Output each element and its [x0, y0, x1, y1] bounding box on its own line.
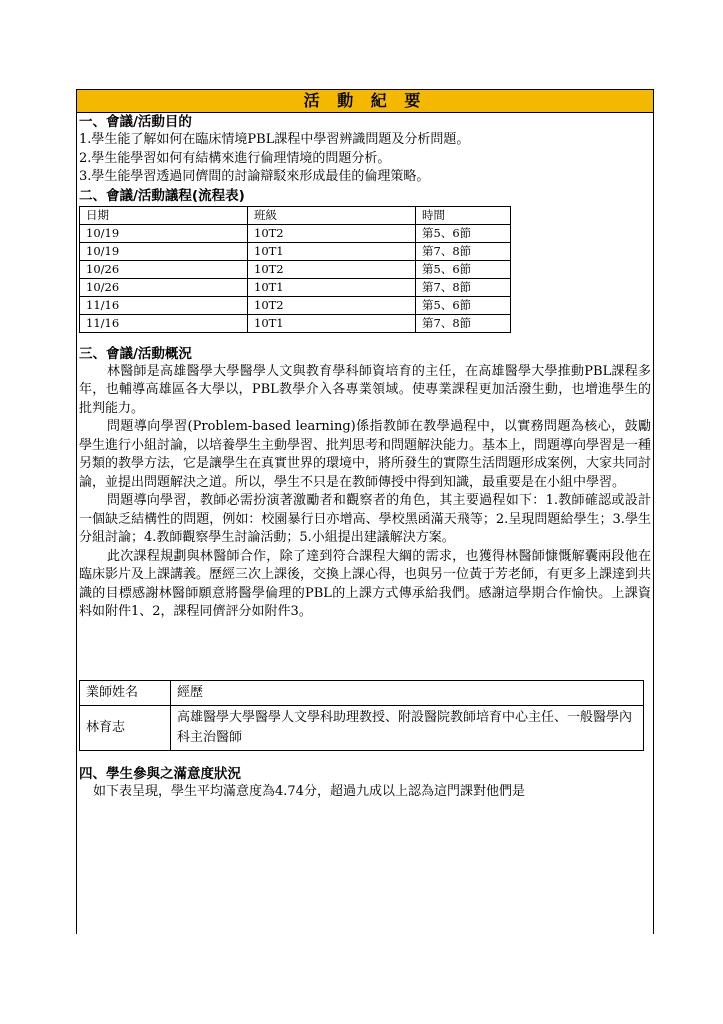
table-header-row: [80, 206, 511, 224]
overview-paragraph: 問題導向學習(Problem-based learning)係指教師在教學過程中，以實務問題為核心，鼓勵學生進行小組討論，以培養學生主動學習、批判思考和問題解決能力。基本上，問題導向學習是一種另類的教學方法，它是讓學生在真實世界的環境中，將所發生的實際生活問題形成案例，大家共同討論，並提出問題解決之道。所以，學生不只是在教師傳授中得到知識，最重要是在小組中學習。: [79, 419, 652, 490]
overview-paragraph: 此次課程規劃與林醫師合作，除了達到符合課程大綱的需求，也獲得林醫師慷慨解囊兩段他在臨床影片及上課講義。歷經三次上課後，交換上課心得，也與另一位黃于芳老師，有更多上課達到共識的目標感謝林醫師願意將醫學倫理的PBL的上課方式傳承給我們。感謝這學期合作愉快。上課資料如附件1、2，課程同儕評分如附件3。: [79, 548, 652, 619]
purpose-item: 1.學生能了解如何在臨床情境PBL課程中學習辨識問題及分析問題。: [79, 132, 470, 147]
cell-date: 11/16: [80, 296, 248, 314]
table-row: [80, 224, 511, 242]
cell-time: 第5、6節: [416, 296, 511, 314]
mentor-experience: 高雄醫學大學醫學人文學科助理教授、附設醫院教師培育中心主任、一般醫學內科主治醫師: [171, 705, 644, 750]
cell-time: 第5、6節: [416, 260, 511, 278]
cell-date: 10/19: [80, 224, 248, 242]
satisfaction-text: 如下表呈現，學生平均滿意度為4.74分，超過九成以上認為這門課對他們是: [93, 783, 525, 799]
cell-class: 10T2: [248, 224, 416, 242]
cell-class: 10T1: [248, 278, 416, 296]
mentor-name: 林育志: [80, 705, 171, 750]
cell-date: 10/19: [80, 242, 248, 260]
purpose-item: 3.學生能學習透過同儕間的討論辯駁來形成最佳的倫理策略。: [79, 169, 430, 184]
section-satisfaction-heading: 四、學生參與之滿意度狀況: [79, 765, 241, 782]
cell-time: 第5、6節: [416, 224, 511, 242]
table-row: [80, 705, 644, 750]
header-mentor-name: 業師姓名: [80, 680, 171, 705]
spacer: [79, 333, 651, 345]
table-row: [80, 314, 511, 332]
mentor-table: [79, 680, 644, 751]
table-row: [80, 278, 511, 296]
overview-paragraph: 問題導向學習，教師必需扮演著激勵者和觀察者的角色，其主要過程如下：1.教師確認或設計一個缺乏結構性的問題，例如：校園暴行日亦增高、學校黑函滿天飛等；2.呈現問題給學生；3.學生分組討論；4.教師觀察學生討論活動；5.小組提出建議解決方案。: [79, 493, 651, 545]
cell-class: 10T2: [248, 260, 416, 278]
overview-paragraph: 林醫師是高雄醫學大學醫學人文與教育學科師資培育的主任，在高雄醫學大學推動PBL課程多年，也輔導高雄區各大學以，PBL教學介入各專業領域。使專業課程更加活潑生動，也增進學生的批判能力。: [79, 363, 651, 416]
cell-time: 第7、8節: [416, 278, 511, 296]
agenda-table: [79, 206, 511, 333]
table-row: [80, 296, 511, 314]
cell-date: 10/26: [80, 278, 248, 296]
page-title: 活 動 紀 要: [77, 90, 653, 113]
table-row: [80, 260, 511, 278]
record-content: [77, 113, 653, 801]
table-header-row: [80, 680, 644, 705]
cell-date: 10/26: [80, 260, 248, 278]
header-class: 班級: [248, 206, 416, 224]
purpose-item: 2.學生能學習如何有結構來進行倫理情境的問題分析。: [79, 150, 391, 166]
cell-class: 10T1: [248, 242, 416, 260]
cell-time: 第7、8節: [416, 314, 511, 332]
cell-date: 11/16: [80, 314, 248, 332]
activity-record-frame: [76, 89, 654, 934]
spacer: [79, 751, 651, 765]
table-row: [80, 242, 511, 260]
section-purpose-heading: 一、會議/活動目的: [79, 114, 192, 130]
header-experience: 經歷: [171, 680, 644, 705]
section-overview-heading: 三、會議/活動概況: [79, 345, 192, 362]
header-time: 時間: [416, 206, 511, 224]
header-date: 日期: [80, 206, 248, 224]
section-agenda-heading: 二、會議/活動議程(流程表): [79, 187, 245, 204]
cell-time: 第7、8節: [416, 242, 511, 260]
cell-class: 10T1: [248, 314, 416, 332]
cell-class: 10T2: [248, 296, 416, 314]
